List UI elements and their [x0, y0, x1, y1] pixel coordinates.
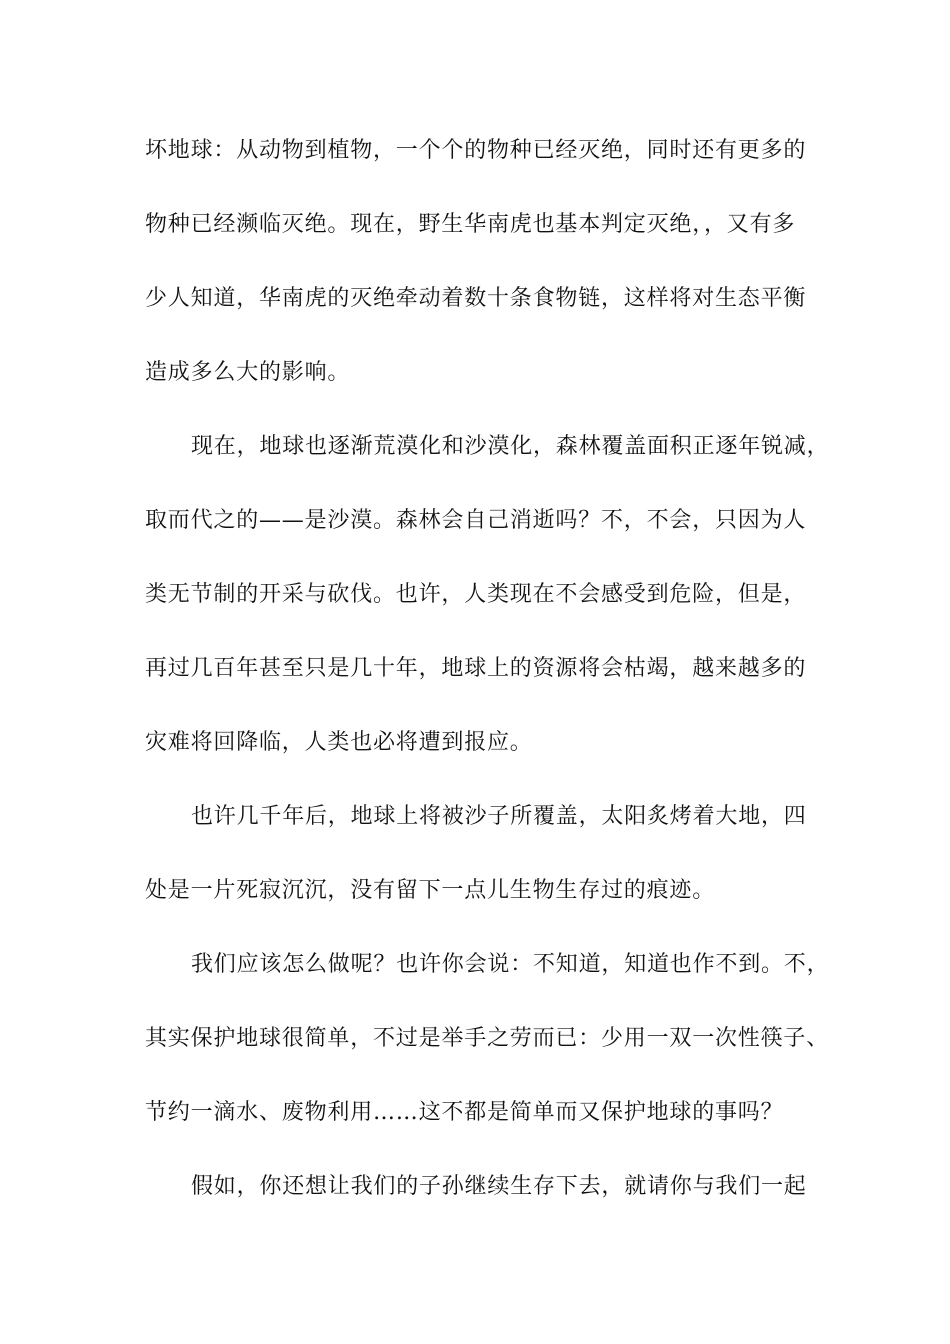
text-line: 坏地球：从动物到植物，一个个的物种已经灭绝，同时还有更多的: [145, 138, 807, 163]
text-line: 取而代之的——是沙漠。森林会自己消逝吗？不，不会，只因为人: [145, 508, 807, 533]
paragraph-first-line: 现在，地球也逐渐荒漠化和沙漠化，森林覆盖面积正逐年锐减，: [191, 434, 830, 459]
text-line: 其实保护地球很简单，不过是举手之劳而已：少用一双一次性筷子、: [145, 1026, 830, 1051]
text-line: 类无节制的开采与砍伐。也许，人类现在不会感受到危险，但是，: [145, 582, 807, 607]
text-line: 少人知道，华南虎的灭绝牵动着数十条食物链，这样将对生态平衡: [145, 286, 807, 311]
text-line: 再过几百年甚至只是几十年，地球上的资源将会枯竭，越来越多的: [145, 656, 807, 681]
text-line: 灾难将回降临，人类也必将遭到报应。: [145, 730, 533, 755]
text-line: 物种已经濒临灭绝。现在，野生华南虎也基本判定灭绝，，又有多: [145, 212, 796, 237]
text-line: 处是一片死寂沉沉，没有留下一点儿生物生存过的痕迹。: [145, 878, 716, 903]
paragraph-first-line: 假如，你还想让我们的子孙继续生存下去，就请你与我们一起: [191, 1174, 807, 1199]
text-line: 节约一滴水、废物利用……这不都是简单而又保护地球的事吗？: [145, 1100, 784, 1125]
document-body: [145, 128, 830, 1238]
paragraph-first-line: 我们应该怎么做呢？也许你会说：不知道，知道也作不到。不，: [191, 952, 830, 977]
paragraph-first-line: 也许几千年后，地球上将被沙子所覆盖，太阳炙烤着大地，四: [191, 804, 807, 829]
text-line: 造成多么大的影响。: [145, 360, 351, 385]
